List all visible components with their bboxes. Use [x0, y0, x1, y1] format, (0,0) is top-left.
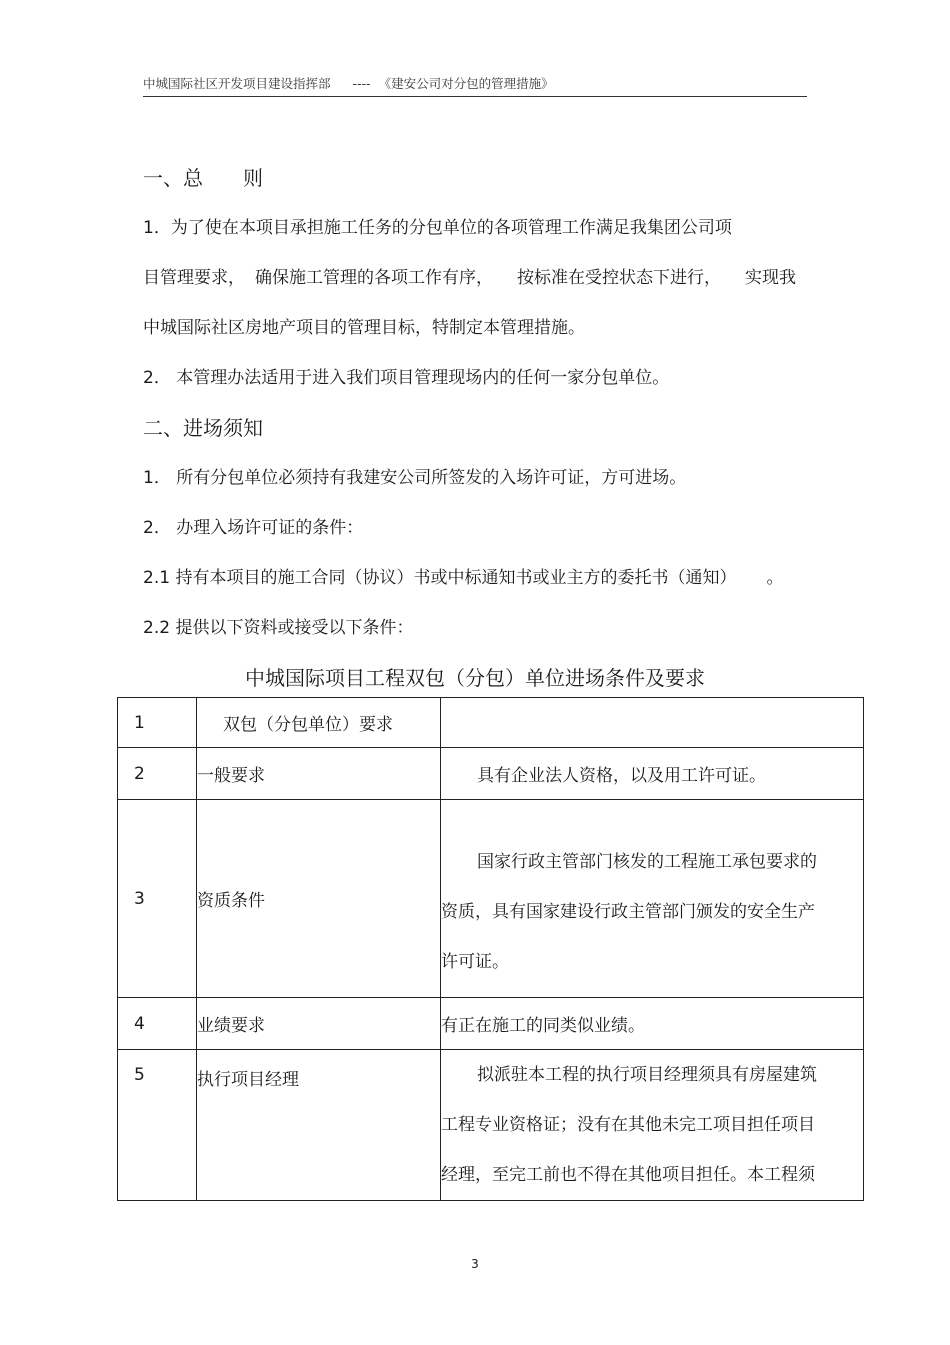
description-line: 资质，具有国家建设行政主管部门颁发的安全生产	[441, 901, 815, 922]
page-number: 3	[471, 1257, 479, 1271]
row-description	[441, 800, 864, 998]
row-number: 2	[118, 748, 197, 800]
para1-line2-part2: 确保施工管理的各项工作有序，	[255, 268, 493, 288]
description-line: 工程专业资格证；没有在其他未完工项目担任项目	[441, 1115, 815, 1135]
header-doc-title: 《建安公司对分包的管理措施》	[378, 76, 554, 91]
row-item: 一般要求	[197, 748, 441, 800]
section1-para1-line3: 中城国际社区房地产项目的管理目标，特制定本管理措施。	[143, 318, 585, 338]
section1-heading	[143, 162, 263, 191]
row-number: 1	[118, 698, 197, 748]
row-description: 具有企业法人资格，以及用工许可证。	[441, 748, 864, 800]
section2-para2: 2． 办理入场许可证的条件：	[143, 518, 364, 538]
section1-para2: 2． 本管理办法适用于进入我们项目管理现场内的任何一家分包单位。	[143, 368, 670, 388]
row-item: 执行项目经理	[197, 1050, 441, 1201]
row-item: 业绩要求	[197, 998, 441, 1050]
section1-para1-line2	[143, 263, 796, 288]
section1-heading-a: 一、总	[143, 166, 203, 190]
section1-para1-line1: 1．为了使在本项目承担施工任务的分包单位的各项管理工作满足我集团公司项	[143, 218, 732, 238]
table-row	[118, 1050, 864, 1201]
para2-1-period: 。	[766, 568, 784, 588]
para1-line2-part4: 实现我	[745, 268, 796, 288]
table-row	[118, 998, 864, 1050]
section2-para1: 1． 所有分包单位必须持有我建安公司所签发的入场许可证，方可进场。	[143, 468, 687, 488]
row-description: 有正在施工的同类似业绩。	[441, 998, 864, 1050]
row-number: 5	[118, 1050, 197, 1201]
header-org: 中城国际社区开发项目建设指挥部	[143, 76, 331, 91]
header-separator: ----	[352, 76, 371, 91]
description-line: 许可证。	[441, 951, 509, 972]
page-header	[143, 74, 807, 97]
requirements-table	[117, 697, 864, 1201]
table-row	[118, 748, 864, 800]
row-item: 资质条件	[197, 800, 441, 998]
description-line: 经理，至完工前也不得在其他项目担任。本工程须	[441, 1165, 815, 1185]
para1-line2-part3: 按标准在受控状态下进行，	[517, 268, 721, 288]
description-line: 国家行政主管部门核发的工程施工承包要求的	[477, 851, 817, 872]
para1-line2-part1: 目管理要求，	[143, 268, 245, 288]
table-row	[118, 800, 864, 998]
row-number: 4	[118, 998, 197, 1050]
row-description	[441, 1050, 864, 1201]
row-number: 3	[118, 800, 197, 998]
section2-para2-1	[143, 563, 783, 588]
section2-para2-2: 2.2 提供以下资料或接受以下条件：	[143, 618, 414, 638]
table-row	[118, 698, 864, 748]
description-line: 拟派驻本工程的执行项目经理须具有房屋建筑	[477, 1065, 817, 1085]
section1-heading-b: 则	[243, 166, 263, 190]
row-item: 双包（分包单位）要求	[197, 698, 441, 748]
table-caption: 中城国际项目工程双包（分包）单位进场条件及要求	[245, 666, 705, 690]
row-description	[441, 698, 864, 748]
section2-heading: 二、进场须知	[143, 416, 263, 440]
para2-1-text: 2.1 持有本项目的施工合同（协议）书或中标通知书或业主方的委托书（通知）	[143, 568, 737, 588]
